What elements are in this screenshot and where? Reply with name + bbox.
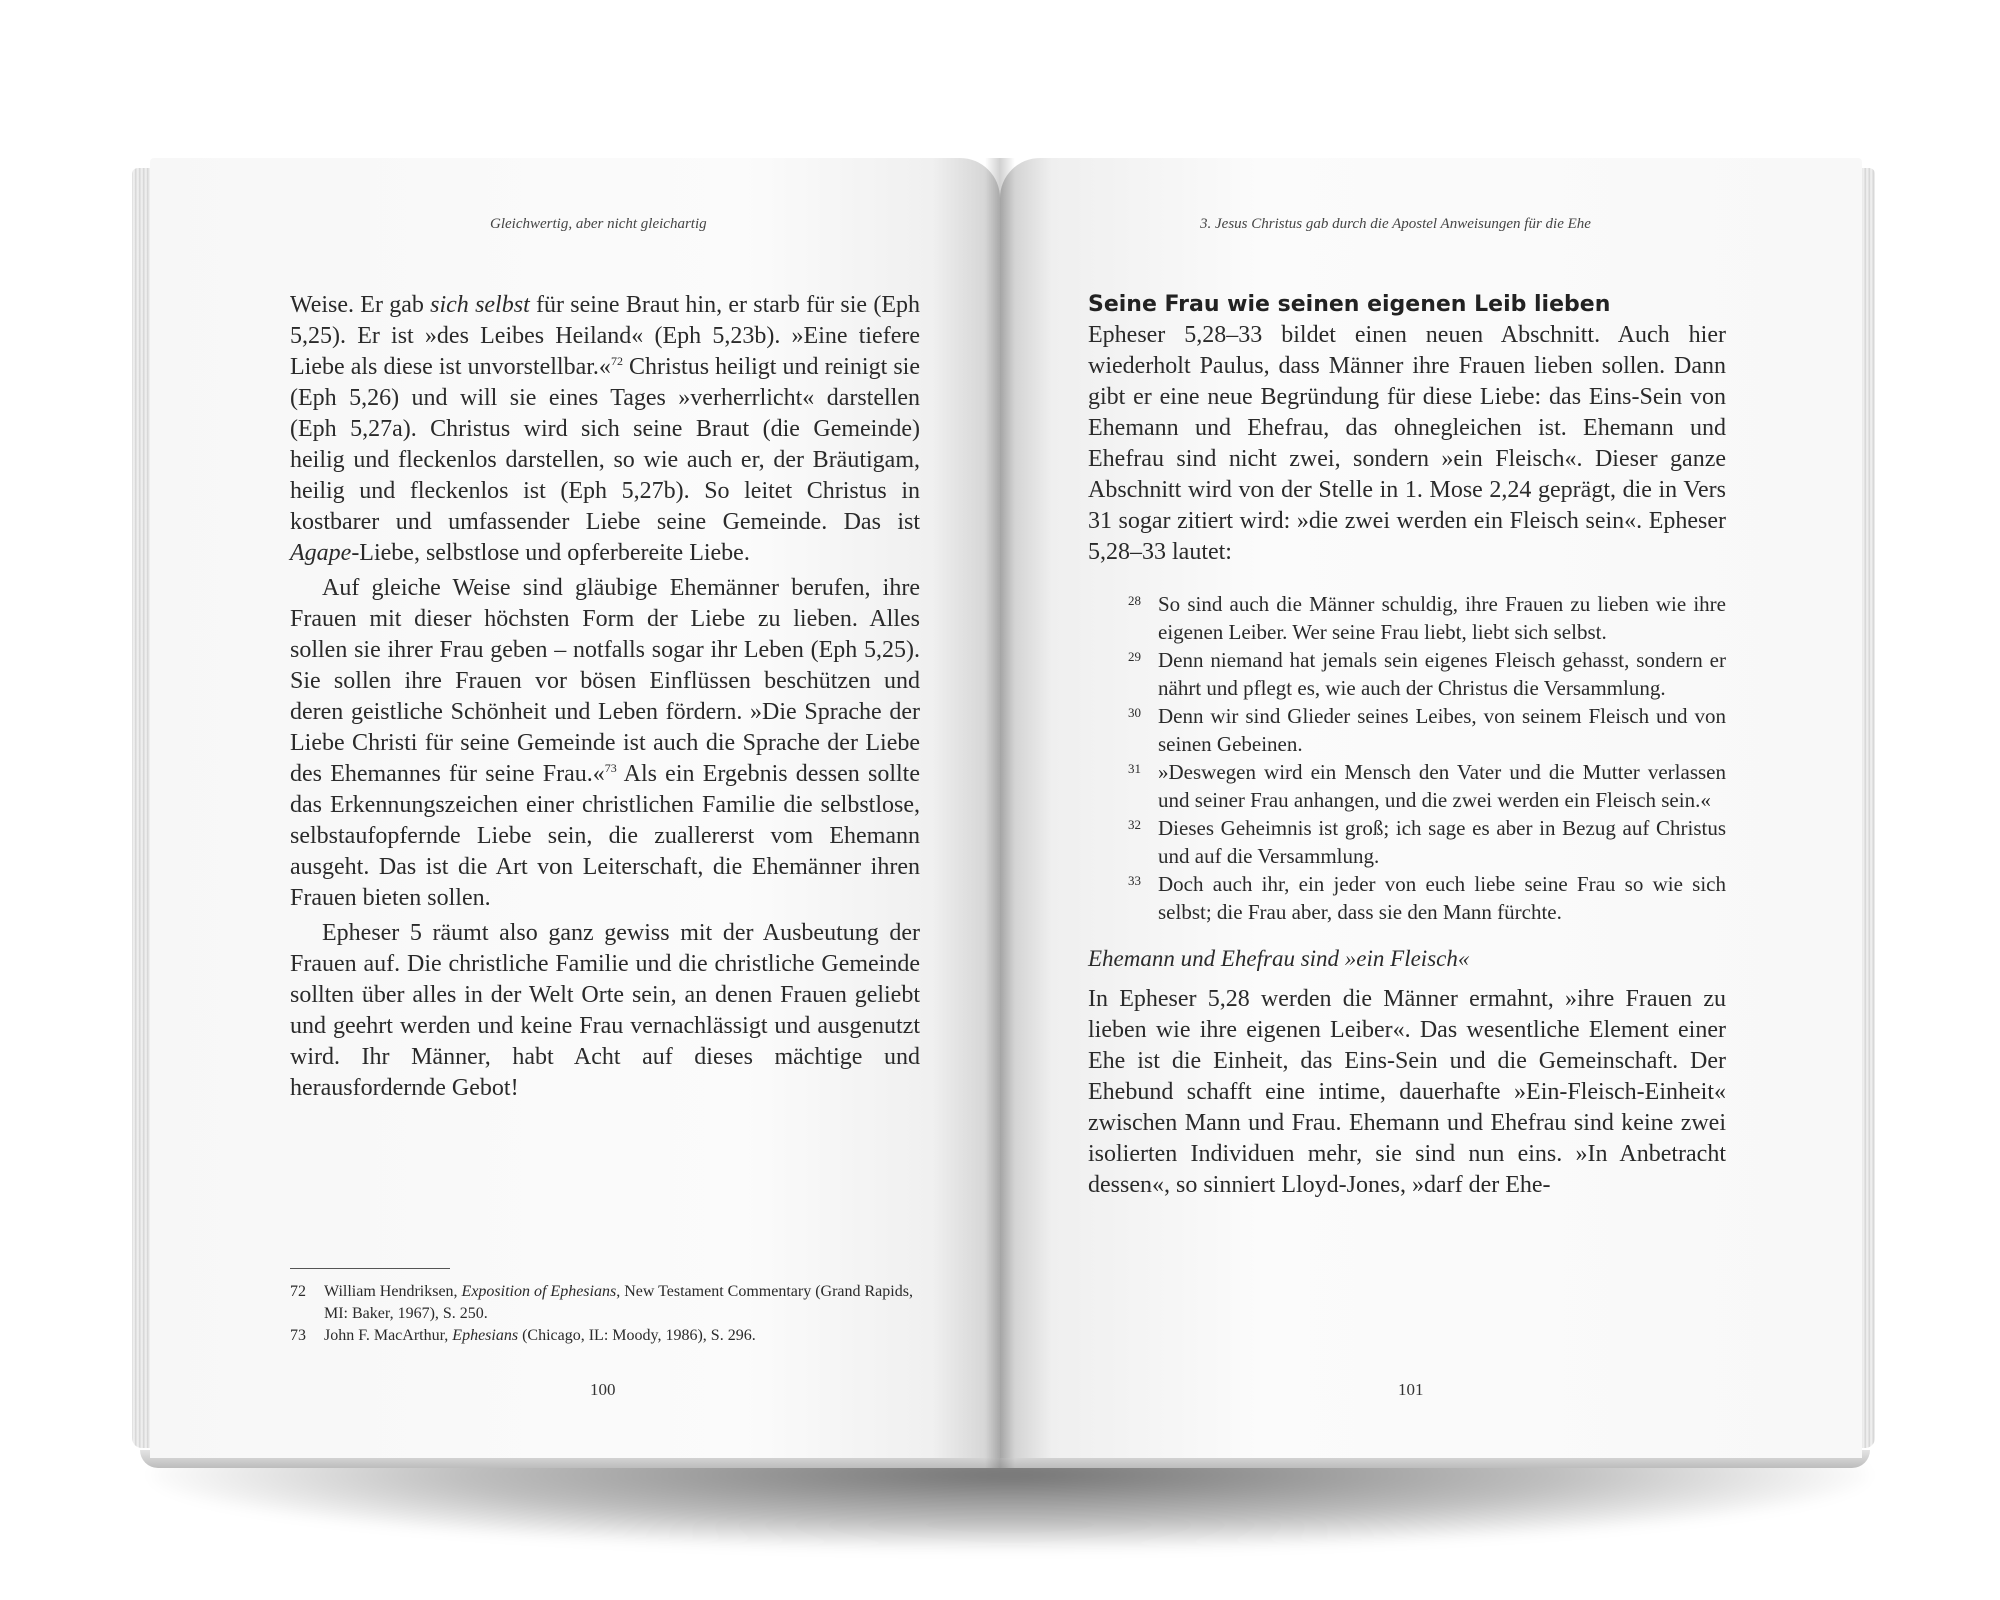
verse-28: 28 So sind auch die Männer schuldig, ihre Frauen zu lieben wie ihre eigenen Leiber. Wer seine Frau liebt, liebt sich selbst. (1128, 592, 1726, 644)
right-intro-paragraph: Epheser 5,28–33 bildet einen neuen Abschnitt. Auch hier wiederholt Paulus, dass Männer ihre Frauen lieben sollen. Dann gibt er eine neue Begründung für diese Liebe: das Eins-Sein von Ehemann und Ehefrau, das ohnegleichen ist. Ehemann und Ehefrau sind nicht zwei, sondern »ein Fleisch«. Dieser ganze Abschnitt wird von der Stelle in 1. Mose 2,24 geprägt, die in Vers 31 sogar zitiert wird: »die zwei werden ein Fleisch sein«. Epheser 5,28–33 lautet: (1088, 322, 1726, 565)
footnote-ref-73[interactable]: 73 (604, 761, 617, 775)
verse-32: 32 Dieses Geheimnis ist groß; ich sage es aber in Bezug auf Christus und auf die Versammlung. (1128, 816, 1726, 868)
left-paragraph-1: Weise. Er gab sich selbst für seine Braut hin, er starb für sie (Eph 5,25). Er ist »des Leibes Heiland« (Eph 5,23b). »Eine tiefere Liebe als diese ist unvorstellbar.«$^{72}$ Christus heiligt und reinigt sie (Eph 5,26) und will sie eines Tages »verherrlicht« darstellen (Eph 5,27a). Christus wird sich seine Braut (die Gemeinde) heilig und fleckenlos darstellen, so wie auch er, der Bräutigam, heilig und fleckenlos ist (Eph 5,27b). So leitet Christus in kostbarer und umfassender Liebe seine Gemeinde. Das ist Agape-Liebe, selbstlose und opferbereite Liebe. (290, 292, 921, 566)
verse-31: 31 »Deswegen wird ein Mensch den Vater und die Mutter verlassen und seiner Frau anhangen, und die zwei werden ein Fleisch sein.« (1128, 760, 1726, 812)
book-gutter (985, 158, 1015, 1468)
scripture-quote (1088, 590, 1726, 926)
verse-33: 33 Doch auch ihr, ein jeder von euch liebe seine Frau so wie sich selbst; die Frau aber, dass sie den Mann fürchte. (1128, 872, 1726, 924)
footnote-72: 72 William Hendriksen, Exposition of Ephesians, New Testament Commentary (Grand Rapids, MI: Baker, 1967), S. 250. (290, 1283, 913, 1322)
section-subheading: Ehemann und Ehefrau sind »ein Fleisch« (1088, 946, 1470, 971)
right-body-text (1088, 290, 1726, 1201)
footnote-rule (290, 1268, 450, 1269)
right-closing-paragraph: In Epheser 5,28 werden die Männer ermahnt, »ihre Frauen zu lieben wie ihre eigenen Leiber«. Das wesentliche Element einer Ehe ist die Einheit, das Eins-Sein und die Gemeinschaft. Der Ehebund schafft eine intime, dauerhafte »Ein-Fleisch-Einheit« zwischen Mann und Frau. Ehemann und Ehefrau sind keine zwei isolierten Individuen mehr, sie sind nun eins. »In Anbetracht dessen«, so sinniert Lloyd-Jones, »darf der Ehe- (1088, 986, 1726, 1198)
footnote-ref-72[interactable]: 72 (610, 354, 623, 368)
left-running-head: Gleichwertig, aber nicht gleichartig (490, 216, 707, 232)
left-body-text (290, 290, 920, 1104)
verse-29: 29 Denn niemand hat jemals sein eigenes Fleisch gehasst, sondern er nährt und pflegt es, wie auch der Christus die Versammlung. (1128, 648, 1726, 700)
right-running-head: 3. Jesus Christus gab durch die Apostel Anweisungen für die Ehe (1200, 216, 1591, 232)
footnote-73: 73 John F. MacArthur, Ephesians (Chicago, IL: Moody, 1986), S. 296. (290, 1327, 756, 1344)
footnotes (290, 1268, 920, 1347)
left-paragraph-3: Epheser 5 räumt also ganz gewiss mit der Ausbeutung der Frauen auf. Die christliche Familie und die christliche Gemeinde sollten über alles in der Welt Orte sein, an denen Frauen geliebt und geehrt werden und keine Frau vernachlässigt und ausgenutzt wird. Ihr Männer, habt Acht auf dieses mächtige und herausfordernde Gebot! (290, 920, 920, 1101)
left-page (150, 158, 1000, 1458)
left-page-number: 100 (590, 1380, 616, 1399)
right-page (1000, 158, 1862, 1458)
section-heading: Seine Frau wie seinen eigenen Leib lieben (1088, 292, 1611, 317)
right-page-number: 101 (1398, 1380, 1424, 1399)
verse-30: 30 Denn wir sind Glieder seines Leibes, von seinem Fleisch und von seinen Gebeinen. (1128, 704, 1726, 756)
left-paragraph-2: Auf gleiche Weise sind gläubige Ehemänner berufen, ihre Frauen mit dieser höchsten Form der Liebe zu lieben. Alles sollen sie ihrer Frau geben – notfalls sogar ihr Leben (Eph 5,25). Sie sollen ihre Frauen vor bösen Einflüssen beschützen und deren geistliche Schönheit und Leben fördern. »Die Sprache der Liebe Christi für seine Gemeinde ist auch die Sprache der Liebe des Ehemannes für seine Frau.«$^{73}$ Als ein Ergebnis dessen sollte das Erkennungszeichen einer christlichen Familie die selbstlose, selbstaufopfernde Liebe sein, die zuallererst vom Ehemann ausgeht. Das ist die Art von Leiterschaft, die Ehemänner ihren Frauen bieten sollen. (290, 575, 920, 911)
